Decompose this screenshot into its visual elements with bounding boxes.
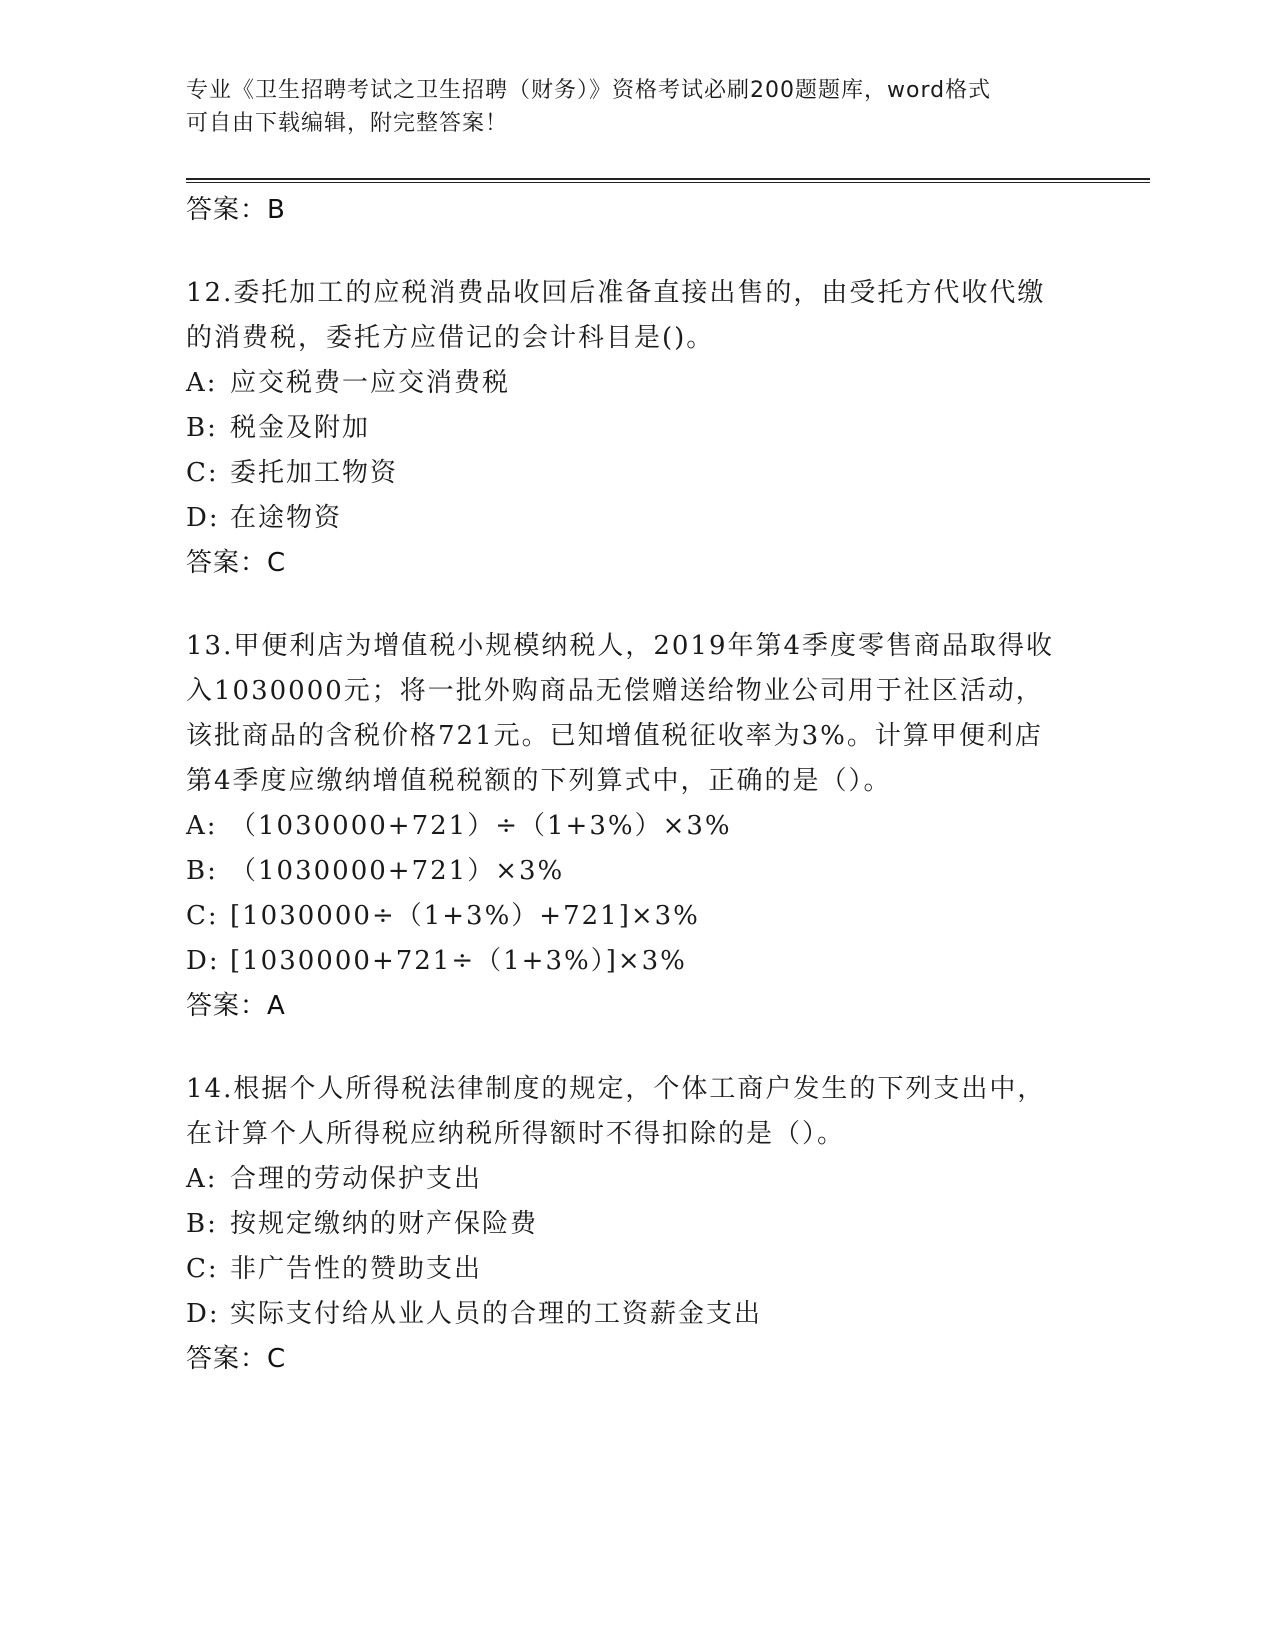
question-text: 14.根据个人所得税法律制度的规定，个体工商户发生的下列支出中，在计算个人所得税应纳税所得额时不得扣除的是（）。 (186, 1074, 1046, 1149)
option-key: A: (186, 368, 218, 398)
option-key: B: (186, 856, 218, 886)
page-header (186, 74, 1066, 140)
option-key: D: (186, 503, 220, 533)
option-key: B: (186, 413, 218, 443)
option-text: 税金及附加 (230, 413, 371, 443)
question-14 (186, 1067, 1086, 1382)
option-text: （1030000+721）÷（1+3%）×3% (230, 811, 732, 841)
answer: 答案：C (186, 548, 287, 578)
option-key: D: (186, 946, 220, 976)
option-text: [1030000+721÷（1+3%）]×3% (230, 946, 687, 976)
question-list (186, 188, 1086, 1382)
option-text: 应交税费一应交消费税 (230, 368, 511, 398)
header-line-1: 专业《卫生招聘考试之卫生招聘（财务）》资格考试必刷200题题库，word格式 (186, 78, 992, 103)
question-12 (186, 271, 1086, 586)
option-key: C: (186, 458, 219, 488)
answer: 答案：C (186, 1344, 287, 1374)
option-key: B: (186, 1209, 218, 1239)
option-key: C: (186, 1254, 219, 1284)
option-key: A: (186, 811, 218, 841)
question-text: 12.委托加工的应税消费品收回后准备直接出售的，由受托方代收代缴的消费税，委托方应借记的会计科目是()。 (186, 278, 1046, 353)
option-text: [1030000÷（1+3%）+721]×3% (230, 901, 700, 931)
option-text: 合理的劳动保护支出 (230, 1164, 483, 1194)
option-d (186, 496, 1086, 541)
option-d (186, 939, 1086, 984)
option-key: D: (186, 1299, 220, 1329)
option-c (186, 451, 1086, 496)
header-line-2: 可自由下载编辑，附完整答案！ (186, 111, 509, 136)
option-c (186, 1247, 1086, 1292)
answer: 答案：A (186, 991, 286, 1021)
option-b (186, 1202, 1086, 1247)
option-a (186, 1157, 1086, 1202)
header-divider (186, 178, 1150, 183)
option-text: （1030000+721）×3% (230, 856, 565, 886)
question-13 (186, 624, 1086, 1029)
previous-answer: 答案：B (186, 195, 286, 225)
option-a (186, 361, 1086, 406)
option-b (186, 406, 1086, 451)
option-c (186, 894, 1086, 939)
option-text: 非广告性的赞助支出 (230, 1254, 483, 1284)
option-key: C: (186, 901, 219, 931)
option-d (186, 1292, 1086, 1337)
option-key: A: (186, 1164, 218, 1194)
option-a (186, 804, 1086, 849)
question-text: 13.甲便利店为增值税小规模纳税人，2019年第4季度零售商品取得收入1030000元；将一批外购商品无偿赠送给物业公司用于社区活动，该批商品的含税价格721元。已知增值税征收率为3%。计算甲便利店第4季度应缴纳增值税税额的下列算式中，正确的是（）。 (186, 631, 1055, 796)
option-text: 在途物资 (230, 503, 343, 533)
option-text: 实际支付给从业人员的合理的工资薪金支出 (230, 1299, 763, 1329)
option-text: 委托加工物资 (230, 458, 399, 488)
option-text: 按规定缴纳的财产保险费 (230, 1209, 539, 1239)
option-b (186, 849, 1086, 894)
